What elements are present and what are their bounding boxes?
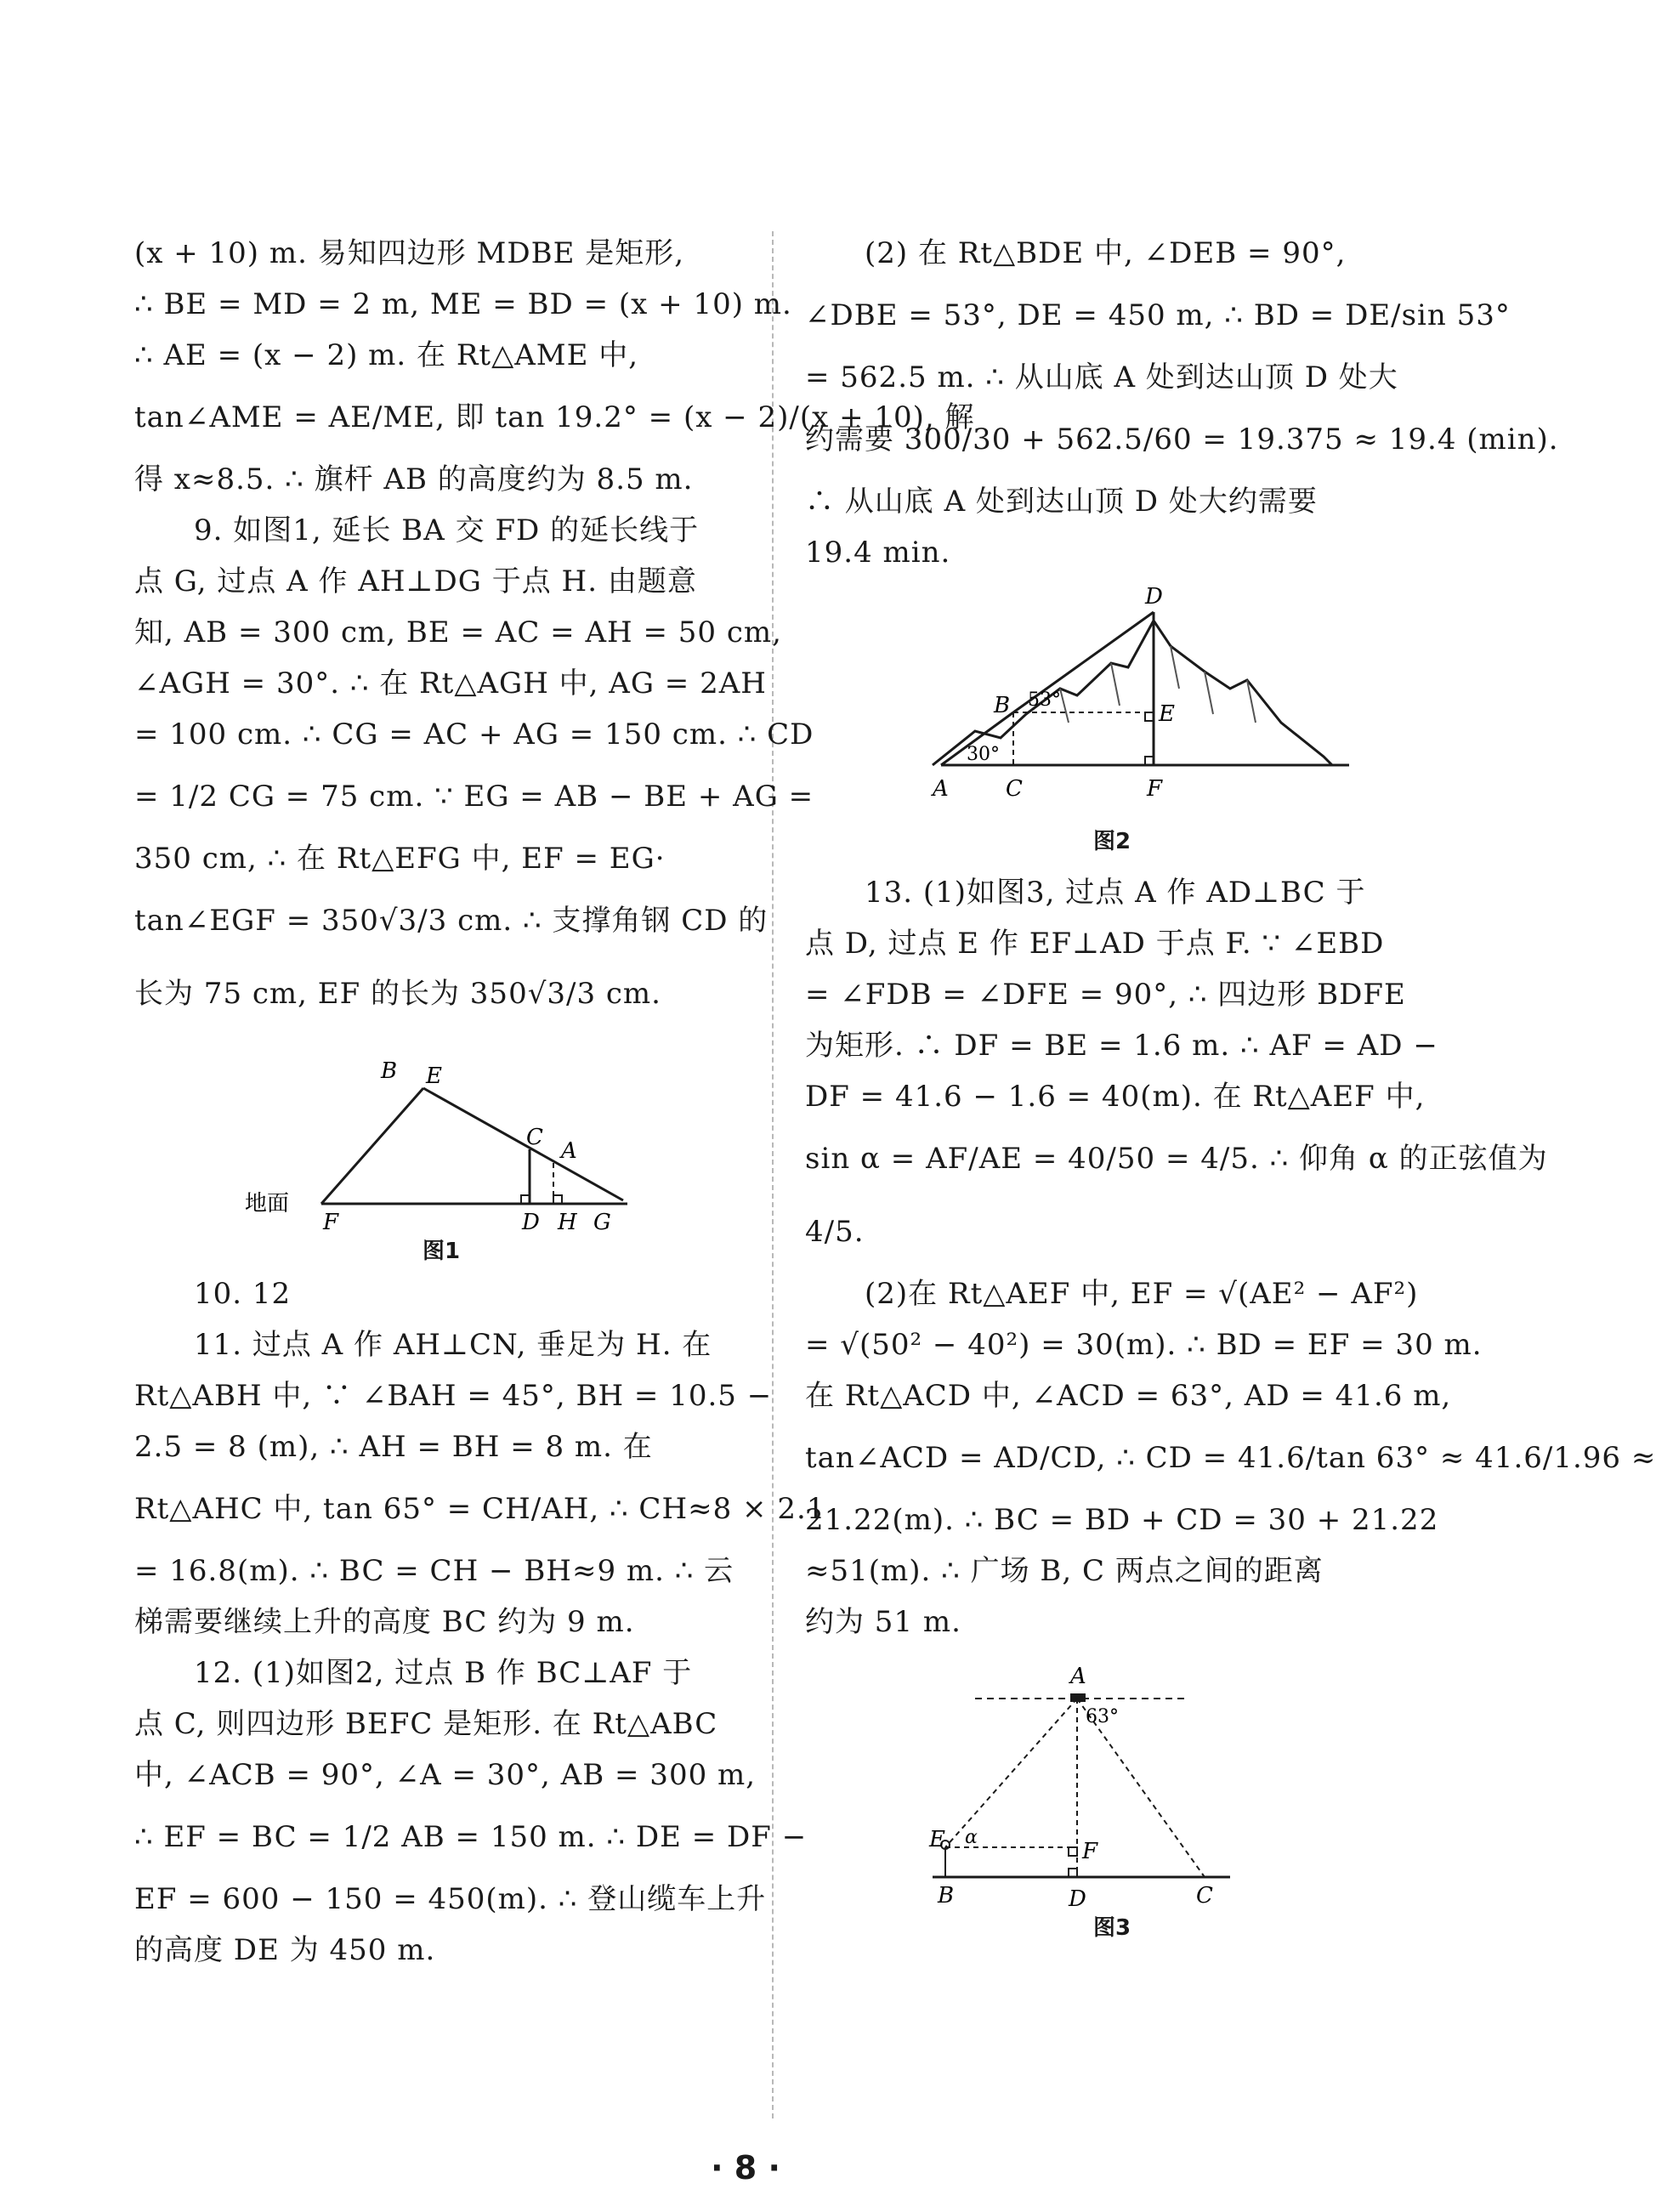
figure-1-caption: 图1 [422,1239,461,1264]
text-line: 4/5. [805,1215,865,1249]
fig3-label-D: D [1069,1886,1086,1912]
fig3-label-C: C [1196,1883,1213,1909]
fig2-label-A: A [933,776,949,802]
text-line: ∠DBE = 53°, DE = 450 m, ∴ BD = DE/sin 53° [805,298,1511,332]
fig1-label-F: F [323,1210,339,1235]
text-line: 长为 75 cm, EF 的长为 350√3/3 cm. [134,977,661,1011]
fig1-label-D: D [522,1210,540,1235]
fig3-angle-63: 63° [1086,1706,1119,1727]
text-line: = 1/2 CG = 75 cm. ∵ EG = AB − BE + AG = [134,780,814,814]
text-line: ∴ EF = BC = 1/2 AB = 150 m. ∴ DE = DF − [134,1820,808,1854]
text-line: 19.4 min. [805,536,951,570]
text-line: DF = 41.6 − 1.6 = 40(m). 在 Rt△AEF 中, [805,1080,1426,1114]
text-line: 约需要 300/30 + 562.5/60 = 19.375 ≈ 19.4 (min). [805,423,1559,457]
text-line: 的高度 DE 为 450 m. [134,1933,436,1967]
figure-3-diagram [805,1665,1419,1911]
text-line: tan∠ACD = AD/CD, ∴ CD = 41.6/tan 63° ≈ 41.6/1.96 ≈ [805,1441,1656,1475]
fig1-label-E: E [426,1063,442,1089]
text-line: 梯需要继续上升的高度 BC 约为 9 m. [134,1605,635,1639]
right-column [805,228,1656,1945]
text-line: Rt△ABH 中, ∵ ∠BAH = 45°, BH = 10.5 − [134,1379,773,1413]
fig2-label-C: C [1006,776,1023,802]
figure-2-diagram [805,584,1419,825]
text-line: 中, ∠ACB = 90°, ∠A = 30°, AB = 300 m, [134,1758,757,1792]
fig1-label-A: A [561,1138,577,1164]
text-line: 21.22(m). ∴ BC = BD + CD = 30 + 21.22 [805,1503,1439,1537]
text-line: 点 G, 过点 A 作 AH⊥DG 于点 H. 由题意 [134,564,697,598]
text-line: 为矩形. ∴ DF = BE = 1.6 m. ∴ AF = AD − [805,1029,1438,1063]
fig2-label-B: B [994,693,1011,718]
text-line: 13. (1)如图3, 过点 A 作 AD⊥BC 于 [865,876,1366,910]
text-line: ∴ 从山底 A 处到达山顶 D 处大约需要 [805,485,1318,519]
text-line: 10. 12 [194,1277,292,1311]
fig1-label-G: G [593,1210,611,1235]
text-line: ∠AGH = 30°. ∴ 在 Rt△AGH 中, AG = 2AH [134,666,767,700]
text-line: 11. 过点 A 作 AH⊥CN, 垂足为 H. 在 [194,1328,712,1362]
text-line: EF = 600 − 150 = 450(m). ∴ 登山缆车上升 [134,1882,767,1916]
text-line: ∴ BE = MD = 2 m, ME = BD = (x + 10) m. [134,287,792,321]
text-line: 点 C, 则四边形 BEFC 是矩形. 在 Rt△ABC [134,1707,718,1741]
text-line: = 562.5 m. ∴ 从山底 A 处到达山顶 D 处大 [805,360,1398,394]
text-line: tan∠EGF = 350√3/3 cm. ∴ 支撑角钢 CD 的 [134,904,768,938]
text-line: = 100 cm. ∴ CG = AC + AG = 150 cm. ∴ CD [134,717,814,752]
figure-1-diagram [134,1039,748,1234]
fig3-label-F: F [1082,1839,1098,1864]
text-line: = 16.8(m). ∴ BC = CH − BH≈9 m. ∴ 云 [134,1554,734,1588]
fig3-angle-alpha: α [965,1827,978,1848]
figure-2-caption: 图2 [1092,829,1131,854]
fig2-angle-53: 53° [1028,689,1061,711]
fig3-label-B: B [938,1883,955,1909]
fig2-label-E: E [1159,701,1175,727]
fig2-angle-30: 30° [967,744,1000,765]
text-line: 约为 51 m. [805,1605,961,1639]
fig1-label-H: H [558,1210,577,1235]
fig1-label-B: B [381,1058,398,1084]
text-line: = ∠FDB = ∠DFE = 90°, ∴ 四边形 BDFE [805,978,1406,1012]
text-line: 在 Rt△ACD 中, ∠ACD = 63°, AD = 41.6 m, [805,1379,1452,1413]
text-line: 9. 如图1, 延长 BA 交 FD 的延长线于 [194,513,700,547]
text-line: 12. (1)如图2, 过点 B 作 BC⊥AF 于 [194,1656,693,1690]
text-line: 2.5 = 8 (m), ∴ AH = BH = 8 m. 在 [134,1430,653,1464]
text-line: (2)在 Rt△AEF 中, EF = √(AE² − AF²) [865,1277,1419,1311]
fig1-ground-label: 地面 [245,1191,290,1217]
text-line: 得 x≈8.5. ∴ 旗杆 AB 的高度约为 8.5 m. [134,462,694,496]
figure-3 [805,1665,1419,1945]
fig2-label-F: F [1147,776,1163,802]
figure-2 [805,584,1419,867]
text-line: 点 D, 过点 E 作 EF⊥AD 于点 F. ∵ ∠EBD [805,927,1385,961]
text-line: = √(50² − 40²) = 30(m). ∴ BD = EF = 30 m. [805,1328,1483,1362]
figure-1 [134,1039,748,1268]
text-line: sin α = AF/AE = 40/50 = 4/5. ∴ 仰角 α 的正弦值为 [805,1142,1548,1176]
text-line: Rt△AHC 中, tan 65° = CH/AH, ∴ CH≈8 × 2.1 [134,1492,826,1526]
fig3-label-A: A [1070,1664,1086,1689]
figure-3-caption: 图3 [1092,1915,1131,1941]
text-line: 350 cm, ∴ 在 Rt△EFG 中, EF = EG· [134,842,666,876]
fig3-label-E: E [929,1827,945,1852]
text-line: tan∠AME = AE/ME, 即 tan 19.2° = (x − 2)/(x + 10), 解 [134,400,975,434]
fig2-label-D: D [1145,584,1163,610]
page-number: · 8 · [711,2149,780,2186]
text-line: (x + 10) m. 易知四边形 MDBE 是矩形, [134,236,685,270]
text-line: (2) 在 Rt△BDE 中, ∠DEB = 90°, [865,236,1347,270]
text-line: ∴ AE = (x − 2) m. 在 Rt△AME 中, [134,338,639,372]
fig1-label-C: C [526,1125,543,1150]
text-line: ≈51(m). ∴ 广场 B, C 两点之间的距离 [805,1554,1324,1588]
text-line: 知, AB = 300 cm, BE = AC = AH = 50 cm, [134,615,782,649]
